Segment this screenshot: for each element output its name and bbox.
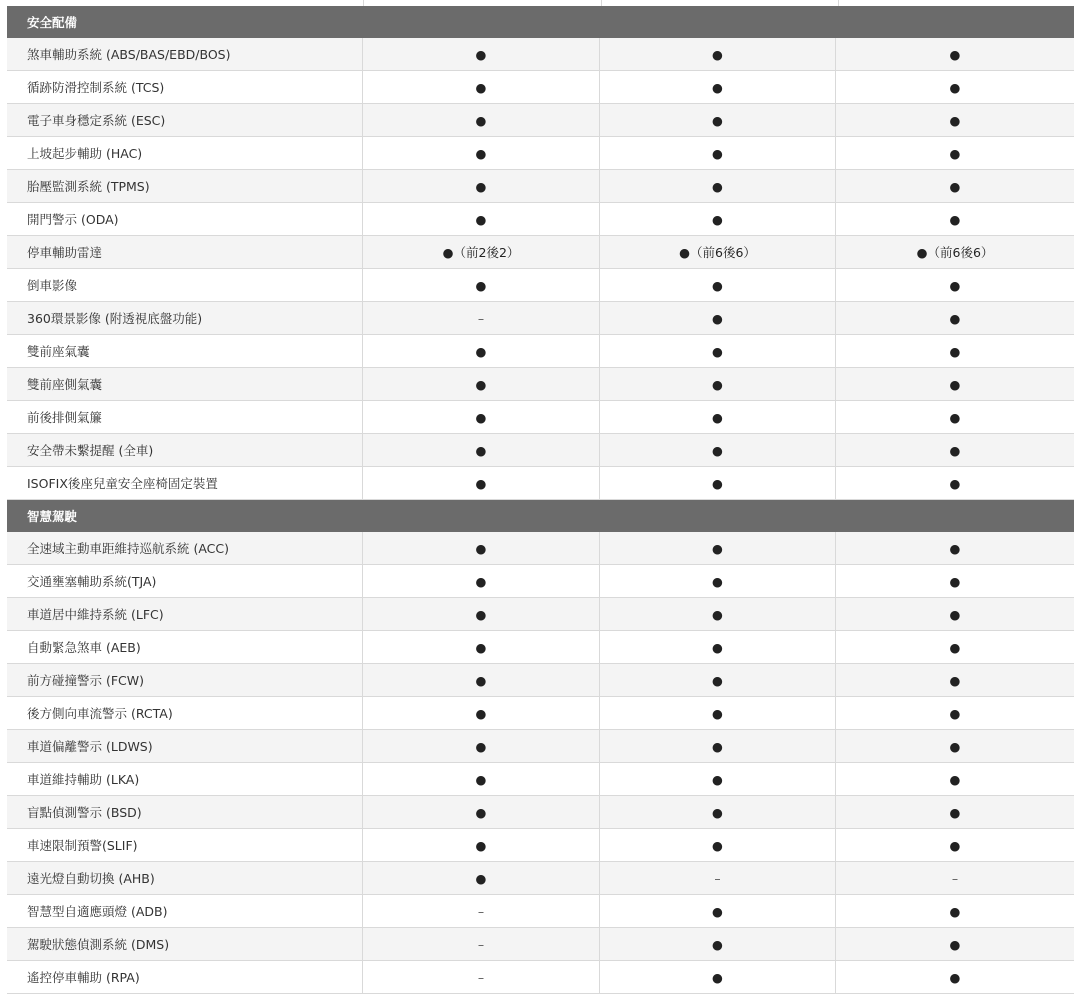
trim-value-cell: ●（前2後2） bbox=[363, 236, 600, 268]
trim-value-cell: ● bbox=[600, 104, 836, 136]
trim-value-cell: ● bbox=[949, 573, 961, 589]
feature-label: 前後排側氣簾 bbox=[7, 401, 363, 433]
trim-value-cell: ● bbox=[363, 434, 600, 466]
table-row bbox=[7, 664, 1074, 697]
trim-value-cell: ● bbox=[600, 38, 836, 70]
trim-value-cell: ● bbox=[363, 532, 600, 564]
column-divider bbox=[7, 0, 364, 6]
table-row bbox=[7, 796, 1074, 829]
trim-value-cell: ● bbox=[363, 203, 600, 235]
trim-value-cell: ● bbox=[600, 335, 836, 367]
trim-value-cell: ● bbox=[600, 71, 836, 103]
trim-value-cell: ● bbox=[949, 672, 961, 688]
trim-value-cell: ● bbox=[600, 928, 836, 960]
trim-value-cell: ● bbox=[600, 137, 836, 169]
trim-value-cell: ● bbox=[600, 796, 836, 828]
feature-label: 循跡防滑控制系統 (TCS) bbox=[7, 71, 363, 103]
section-header: 安全配備 bbox=[7, 6, 1074, 38]
trim-value-cell: ● bbox=[600, 730, 836, 762]
table-row bbox=[7, 104, 1074, 137]
trim-value-cell: ● bbox=[600, 697, 836, 729]
trim-value-cell: ● bbox=[363, 269, 600, 301]
trim-value-cell: ● bbox=[363, 368, 600, 400]
trim-value-cell: ● bbox=[600, 631, 836, 663]
table-row bbox=[7, 71, 1074, 104]
trim-value-cell: ● bbox=[949, 376, 961, 392]
feature-label: 後方側向車流警示 (RCTA) bbox=[7, 697, 363, 729]
trim-value-cell: ● bbox=[949, 738, 961, 754]
trim-value-cell: ● bbox=[949, 837, 961, 853]
feature-label: 雙前座氣囊 bbox=[7, 335, 363, 367]
trim-value-cell: ● bbox=[363, 467, 600, 499]
feature-label: 駕駛狀態偵測系統 (DMS) bbox=[7, 928, 363, 960]
trim-value-cell: ● bbox=[363, 565, 600, 597]
table-row bbox=[7, 269, 1074, 302]
column-divider bbox=[602, 0, 839, 6]
trim-value-cell: ● bbox=[949, 211, 961, 227]
trim-value-cell: ● bbox=[600, 532, 836, 564]
feature-label: 倒車影像 bbox=[7, 269, 363, 301]
trim-value-cell: ● bbox=[363, 71, 600, 103]
feature-label: 車速限制預警(SLIF) bbox=[7, 829, 363, 861]
table-row bbox=[7, 961, 1074, 994]
trim-value-cell: ● bbox=[949, 79, 961, 95]
table-row bbox=[7, 335, 1074, 368]
feature-label: 360環景影像 (附透視底盤功能) bbox=[7, 302, 363, 334]
table-row bbox=[7, 895, 1074, 928]
trim-value-cell: ● bbox=[363, 104, 600, 136]
trim-value-cell: ● bbox=[949, 540, 961, 556]
trim-value-cell: ● bbox=[363, 335, 600, 367]
trim-value-cell: – bbox=[363, 961, 600, 993]
table-row bbox=[7, 829, 1074, 862]
table-row bbox=[7, 302, 1074, 335]
trim-value-cell: ● bbox=[363, 137, 600, 169]
trim-value-cell: ● bbox=[600, 467, 836, 499]
trim-value-cell: ● bbox=[363, 170, 600, 202]
trim-value-cell: ● bbox=[949, 310, 961, 326]
trim-value-cell: ● bbox=[363, 401, 600, 433]
trim-value-cell: ● bbox=[600, 434, 836, 466]
table-row bbox=[7, 565, 1074, 598]
trim-value-cell: ● bbox=[363, 862, 600, 894]
trim-value-cell: ●（前6後6） bbox=[916, 245, 994, 260]
table-row bbox=[7, 928, 1074, 961]
feature-label: 交通壅塞輔助系統(TJA) bbox=[7, 565, 363, 597]
trim-value-cell: ● bbox=[363, 664, 600, 696]
trim-value-cell: ● bbox=[949, 343, 961, 359]
spec-table bbox=[7, 0, 1074, 994]
feature-label: 前方碰撞警示 (FCW) bbox=[7, 664, 363, 696]
trim-value-cell: ● bbox=[949, 178, 961, 194]
table-row bbox=[7, 598, 1074, 631]
trim-value-cell: ● bbox=[949, 804, 961, 820]
table-row bbox=[7, 631, 1074, 664]
trim-value-cell: ● bbox=[600, 170, 836, 202]
table-row bbox=[7, 532, 1074, 565]
section-header: 智慧駕駛 bbox=[7, 500, 1074, 532]
trim-value-cell: ● bbox=[949, 903, 961, 919]
trim-value-cell: – bbox=[600, 862, 836, 894]
trim-value-cell: ● bbox=[600, 961, 836, 993]
table-row bbox=[7, 763, 1074, 796]
table-body bbox=[7, 6, 1074, 994]
trim-value-cell: ● bbox=[949, 606, 961, 622]
feature-label: 車道維持輔助 (LKA) bbox=[7, 763, 363, 795]
table-top-strip bbox=[7, 0, 1074, 6]
table-row bbox=[7, 697, 1074, 730]
feature-label: 雙前座側氣囊 bbox=[7, 368, 363, 400]
table-row bbox=[7, 203, 1074, 236]
trim-value-cell: ● bbox=[600, 664, 836, 696]
table-row bbox=[7, 137, 1074, 170]
table-row bbox=[7, 467, 1074, 500]
feature-label: 煞車輔助系統 (ABS/BAS/EBD/BOS) bbox=[7, 38, 363, 70]
table-row bbox=[7, 434, 1074, 467]
feature-label: 車道偏離警示 (LDWS) bbox=[7, 730, 363, 762]
feature-label: 智慧型自適應頭燈 (ADB) bbox=[7, 895, 363, 927]
trim-value-cell: ● bbox=[363, 697, 600, 729]
trim-value-cell: ● bbox=[949, 277, 961, 293]
trim-value-cell: – bbox=[363, 302, 600, 334]
trim-value-cell: ● bbox=[600, 565, 836, 597]
feature-label: 自動緊急煞車 (AEB) bbox=[7, 631, 363, 663]
trim-value-cell: ●（前6後6） bbox=[600, 236, 836, 268]
trim-value-cell: ● bbox=[600, 203, 836, 235]
trim-value-cell: ● bbox=[600, 368, 836, 400]
trim-value-cell: – bbox=[363, 895, 600, 927]
trim-value-cell: ● bbox=[949, 771, 961, 787]
trim-value-cell: ● bbox=[949, 639, 961, 655]
trim-value-cell: ● bbox=[949, 46, 961, 62]
trim-value-cell: ● bbox=[363, 829, 600, 861]
trim-value-cell: ● bbox=[949, 936, 961, 952]
table-row bbox=[7, 38, 1074, 71]
feature-label: 停車輔助雷達 bbox=[7, 236, 363, 268]
trim-value-cell: ● bbox=[949, 969, 961, 985]
feature-label: 胎壓監測系統 (TPMS) bbox=[7, 170, 363, 202]
trim-value-cell: ● bbox=[949, 705, 961, 721]
trim-value-cell: ● bbox=[949, 409, 961, 425]
table-row bbox=[7, 170, 1074, 203]
trim-value-cell: ● bbox=[363, 763, 600, 795]
feature-label: 遠光燈自動切換 (AHB) bbox=[7, 862, 363, 894]
feature-label: 安全帶未繫提醒 (全車) bbox=[7, 434, 363, 466]
trim-value-cell: ● bbox=[949, 145, 961, 161]
trim-value-cell: ● bbox=[363, 796, 600, 828]
trim-value-cell: ● bbox=[600, 895, 836, 927]
trim-value-cell: ● bbox=[600, 269, 836, 301]
trim-value-cell: ● bbox=[949, 112, 961, 128]
table-row bbox=[7, 368, 1074, 401]
column-divider bbox=[364, 0, 602, 6]
trim-value-cell: – bbox=[363, 928, 600, 960]
trim-value-cell: ● bbox=[363, 730, 600, 762]
table-row bbox=[7, 401, 1074, 434]
feature-label: 開門警示 (ODA) bbox=[7, 203, 363, 235]
feature-label: 遙控停車輔助 (RPA) bbox=[7, 961, 363, 993]
feature-label: 全速域主動車距維持巡航系統 (ACC) bbox=[7, 532, 363, 564]
trim-value-cell: ● bbox=[600, 829, 836, 861]
table-row bbox=[7, 862, 1074, 895]
column-divider bbox=[839, 0, 1077, 6]
trim-value-cell: – bbox=[951, 870, 959, 886]
trim-value-cell: ● bbox=[949, 475, 961, 491]
feature-label: 電子車身穩定系統 (ESC) bbox=[7, 104, 363, 136]
trim-value-cell: ● bbox=[363, 38, 600, 70]
trim-value-cell: ● bbox=[600, 598, 836, 630]
trim-value-cell: ● bbox=[600, 302, 836, 334]
feature-label: 盲點偵測警示 (BSD) bbox=[7, 796, 363, 828]
feature-label: 上坡起步輔助 (HAC) bbox=[7, 137, 363, 169]
feature-label: 車道居中維持系統 (LFC) bbox=[7, 598, 363, 630]
trim-value-cell: ● bbox=[600, 763, 836, 795]
feature-label: ISOFIX後座兒童安全座椅固定裝置 bbox=[7, 467, 363, 499]
table-row bbox=[7, 236, 1074, 269]
trim-value-cell: ● bbox=[949, 442, 961, 458]
trim-value-cell: ● bbox=[600, 401, 836, 433]
trim-value-cell: ● bbox=[363, 631, 600, 663]
trim-value-cell: ● bbox=[363, 598, 600, 630]
table-row bbox=[7, 730, 1074, 763]
